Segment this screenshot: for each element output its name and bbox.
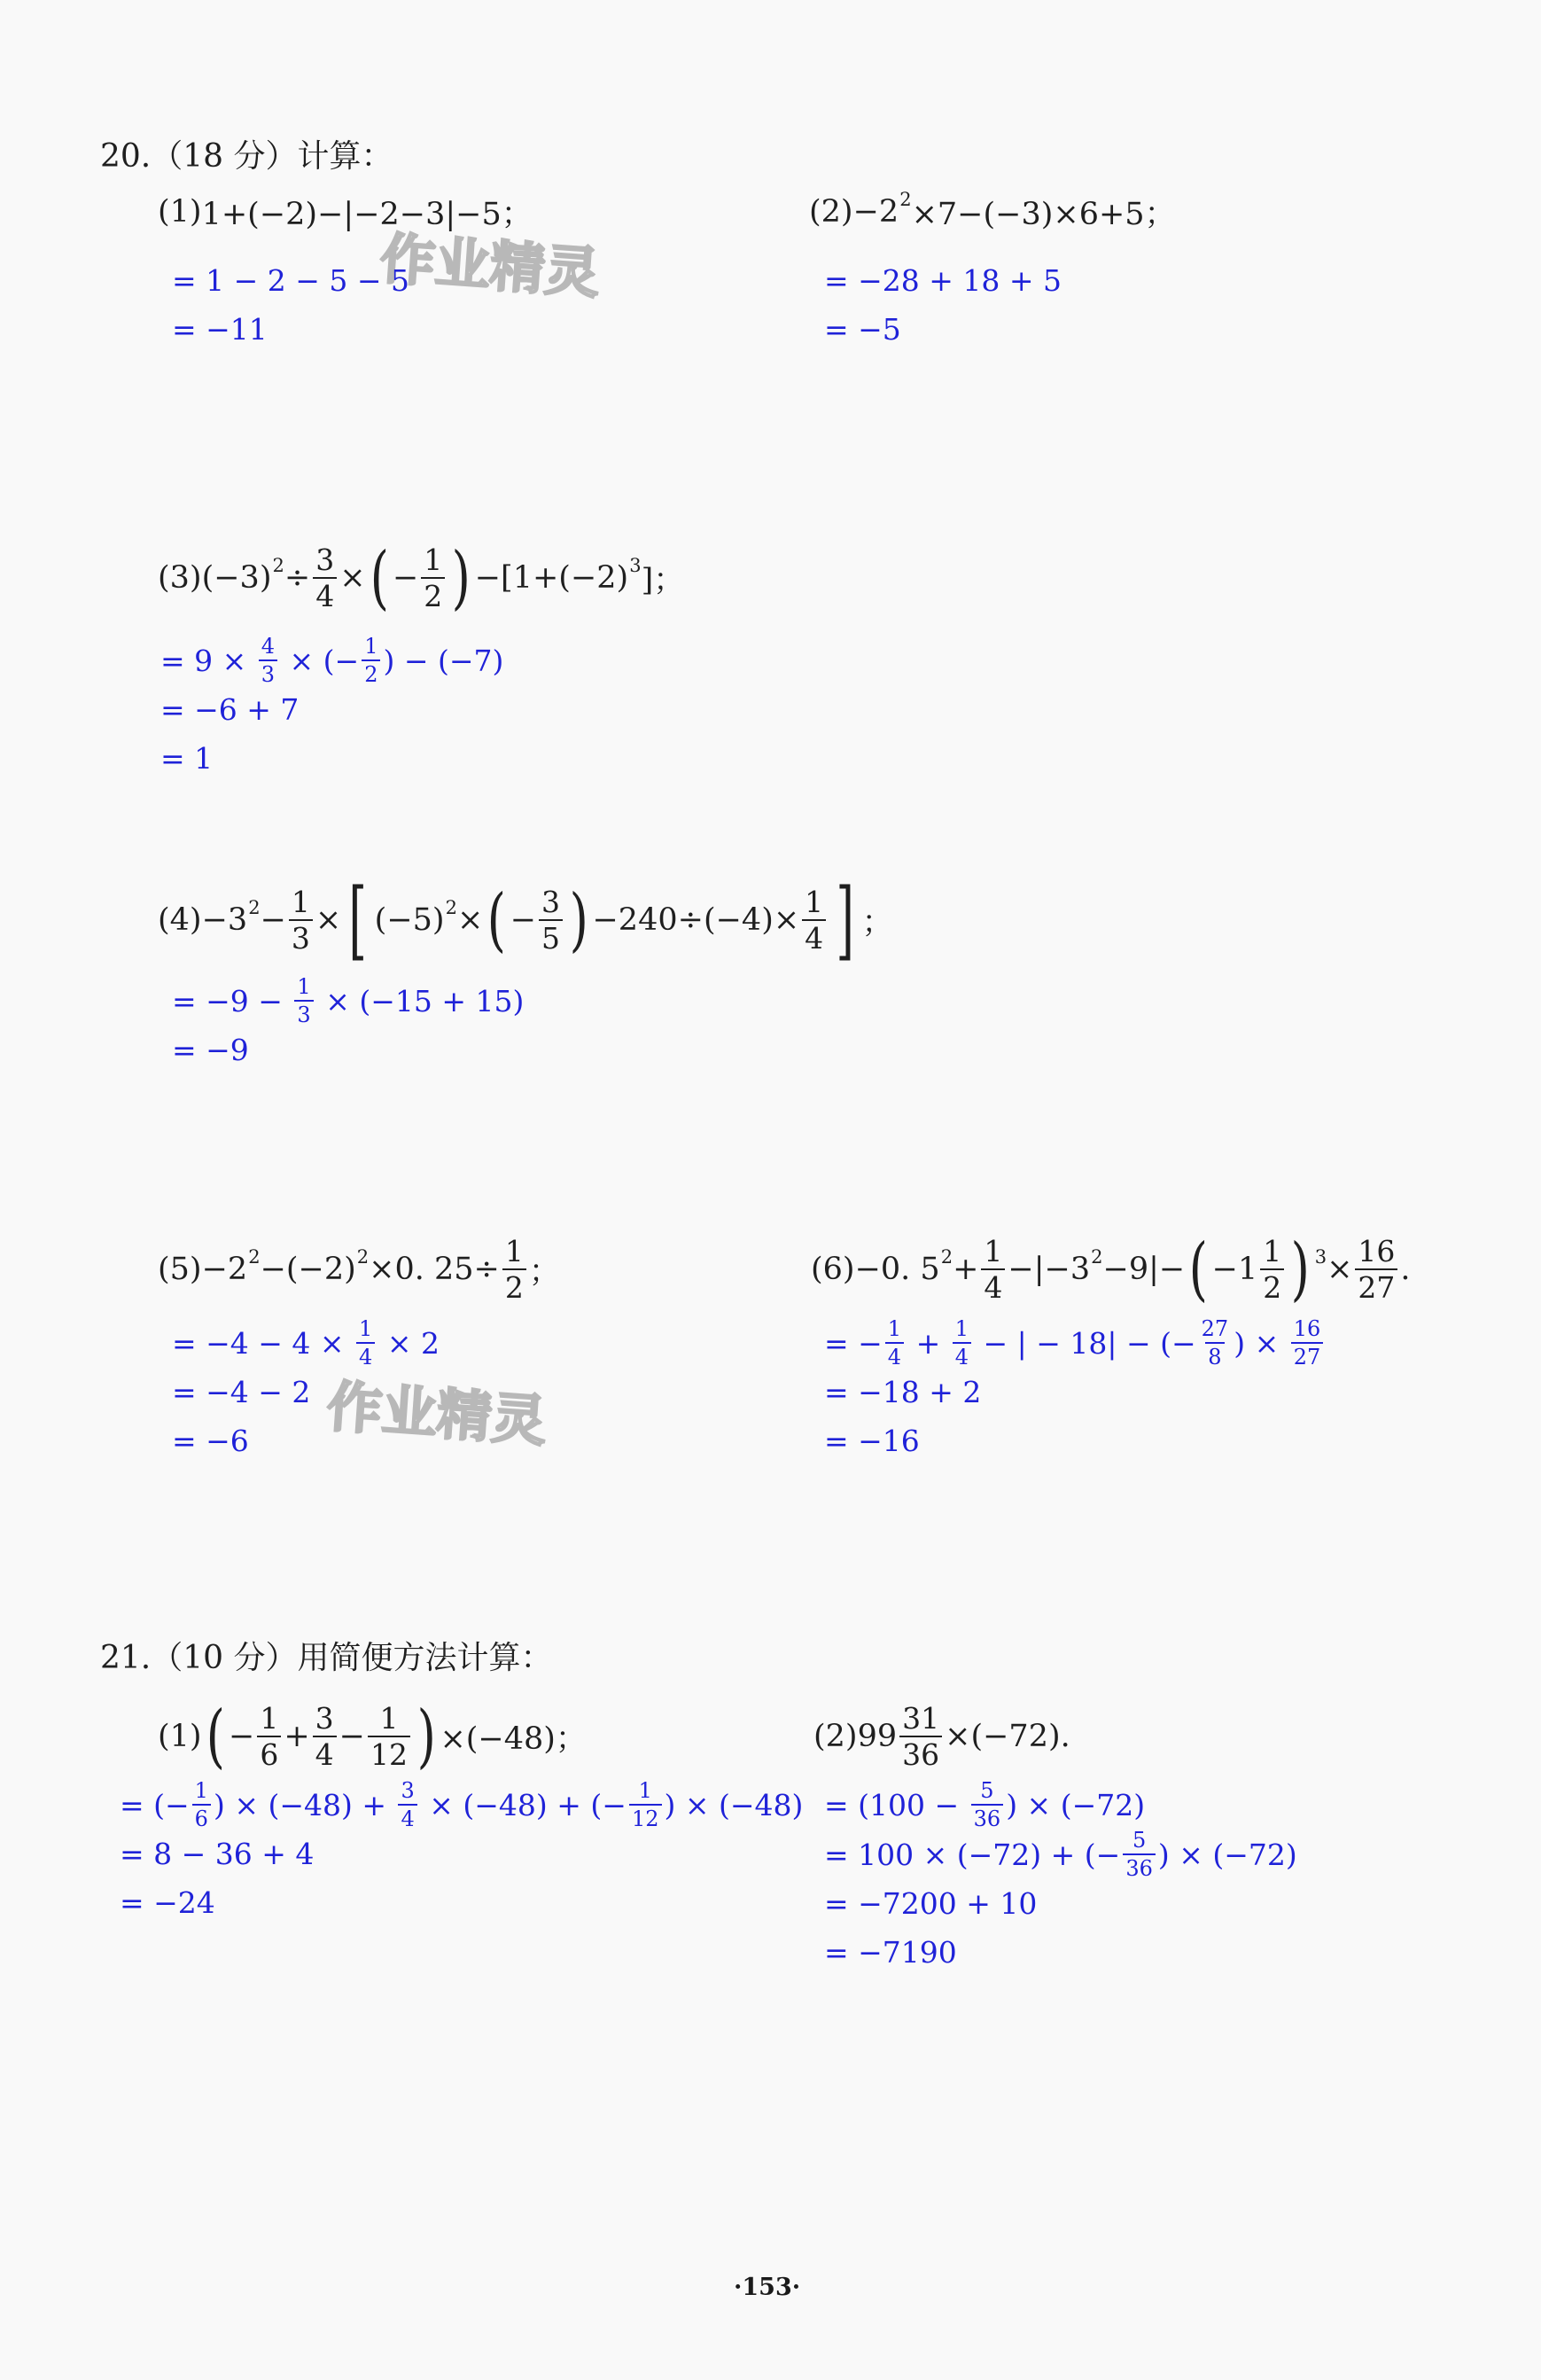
left-bracket: [ (348, 870, 368, 970)
fraction: $\frac{1}{4}$ (981, 1237, 1005, 1302)
q20-part5-problem (158, 1234, 560, 1305)
fraction: $\frac{3}{4}$ (313, 1704, 337, 1769)
expression: . (1400, 1252, 1411, 1287)
fraction: $\frac{1}{4}$ (885, 1318, 904, 1368)
part-number: (6) (811, 1252, 855, 1287)
watermark-stamp-1 (377, 226, 651, 306)
fraction: $\frac{1}{2}$ (362, 636, 380, 685)
q21-part2-problem (813, 1701, 1070, 1772)
exponent: 2 (445, 897, 457, 919)
operator: + (284, 1719, 310, 1754)
answer-step: = 8 − 36 + 4 (120, 1837, 315, 1871)
answer-step: = −9 − $\frac{1}{3}$ × (−15 + 15) (172, 974, 525, 1027)
expression: ]； (641, 563, 685, 598)
part-number: (3) (158, 560, 202, 596)
answer-step: = − $\frac{1}{4}$ + $\frac{1}{4}$ − | − 18| − (− $\frac{27}{8}$ ) × $\frac{16}{27}$ (824, 1318, 1326, 1368)
fraction: $\frac{1}{2}$ (421, 545, 445, 611)
right-bracket: ] (836, 870, 855, 970)
fraction: $\frac{3}{4}$ (313, 545, 337, 611)
q20-part2-problem (809, 190, 1176, 234)
answer-step: = 1 − 2 − 5 − 5 (172, 263, 410, 298)
operator: + (953, 1252, 979, 1287)
answer-step: = 1 (160, 741, 214, 776)
expression: ； (861, 905, 893, 941)
term: (−5) (374, 902, 445, 939)
fraction: $\frac{1}{3}$ (289, 887, 313, 953)
fraction: $\frac{3}{4}$ (398, 1780, 416, 1830)
exponent: 3 (1314, 1246, 1327, 1268)
expression: ×7−(−3)×6+5； (911, 197, 1176, 232)
answer-step: = −5 (824, 312, 901, 347)
fraction: $\frac{1}{2}$ (502, 1237, 526, 1302)
expression: ×0. 25÷ (369, 1252, 500, 1287)
part-number: (5) (158, 1252, 202, 1287)
operator: − (339, 1719, 365, 1754)
term: (−3) (201, 560, 272, 596)
exponent: 3 (629, 555, 642, 576)
operator: − (229, 1719, 255, 1754)
answer-step: = −18 + 2 (824, 1375, 982, 1409)
fraction: $\frac{16}{27}$ (1291, 1318, 1324, 1368)
answer-step: = −7200 + 10 (824, 1886, 1038, 1921)
fraction: $\frac{27}{8}$ (1201, 1316, 1229, 1369)
q20-part5-answer (172, 1318, 440, 1465)
answer-step: = −11 (172, 312, 268, 347)
term: −|−3 (1008, 1252, 1091, 1287)
q20-part4-answer (172, 976, 524, 1074)
answer-step: = 9 × $\frac{4}{3}$ × (− $\frac{1}{2}$ ) − (−7) (160, 634, 504, 687)
operator: − (392, 560, 419, 596)
fraction: $\frac{3}{5}$ (539, 887, 563, 953)
answer-step: = (− $\frac{1}{6}$ ) × (−48) + $\frac{3}{4}$ × (−48) + (− $\frac{1}{12}$ ) × (−48) (120, 1778, 804, 1831)
expression: 1+(−2)−|−2−3|−5； (201, 197, 533, 232)
answer-step: = −6 (172, 1424, 249, 1458)
fraction: $\frac{5}{36}$ (971, 1780, 1004, 1830)
answer-step: = 100 × (−72) + (− $\frac{5}{36}$ ) × (−72) (824, 1828, 1297, 1881)
answer-step: = −16 (824, 1424, 920, 1458)
right-paren: ) (569, 880, 588, 961)
operator: × (456, 902, 484, 939)
q21-part1-problem (158, 1696, 587, 1776)
answer-step: = −7190 (824, 1935, 957, 1970)
part-number: (2) (813, 1719, 858, 1754)
fraction: $\frac{5}{36}$ (1123, 1830, 1156, 1879)
operator: − (510, 902, 537, 939)
right-paren: ) (1290, 1229, 1311, 1309)
q20-part6-problem (811, 1229, 1411, 1309)
left-paren: ( (370, 537, 389, 618)
term: −0. 5 (854, 1252, 940, 1287)
expression: [1+(−2) (501, 560, 629, 596)
left-paren: ( (206, 1696, 225, 1776)
term: −3 (201, 902, 248, 939)
exponent: 2 (272, 555, 284, 576)
operator: × (315, 902, 342, 939)
operator: − (260, 902, 286, 939)
whole-number: 99 (857, 1719, 898, 1754)
fraction: $\frac{1}{4}$ (356, 1318, 375, 1368)
q20-part2-answer (824, 256, 1062, 354)
answer-step: = (100 − $\frac{5}{36}$ ) × (−72) (824, 1778, 1146, 1831)
q20-part3-answer (160, 636, 503, 783)
term: −2 (201, 1252, 248, 1287)
part-number: (1) (158, 1719, 202, 1754)
answer-step: = −4 − 2 (172, 1375, 311, 1409)
right-paren: ) (416, 1696, 436, 1776)
fraction: $\frac{1}{6}$ (257, 1704, 281, 1769)
exponent: 2 (248, 897, 261, 919)
fraction: 1 2 (1260, 1237, 1284, 1302)
expression: −240÷(−4)× (592, 902, 800, 939)
part-number: (4) (158, 902, 202, 939)
expression: ； (528, 1254, 560, 1290)
expression: ×(−72). (945, 1719, 1070, 1754)
fraction: $\frac{1}{4}$ (802, 887, 826, 953)
part-number: (2) (809, 194, 853, 230)
operator: − (474, 560, 502, 596)
exponent: 2 (899, 189, 912, 210)
answer-step: = −24 (120, 1885, 215, 1920)
fraction: $\frac{31}{36}$ (899, 1704, 942, 1769)
q20-part4-problem (158, 870, 893, 970)
exponent: 2 (248, 1246, 261, 1268)
operator: × (339, 560, 366, 596)
question-21-title: 21.（10 分）用简便方法计算： (100, 1640, 553, 1676)
exponent: 2 (356, 1246, 370, 1268)
answer-step: = −9 (172, 1033, 249, 1067)
watermark-text: 作业精灵 (324, 1374, 549, 1454)
right-paren: ) (451, 537, 471, 618)
fraction: $\frac{4}{3}$ (259, 636, 277, 685)
fraction: $\frac{1}{12}$ (629, 1780, 662, 1830)
fraction: $\frac{1}{4}$ (953, 1318, 971, 1368)
fraction: $\frac{1}{12}$ (368, 1704, 410, 1769)
answer-step: = −6 + 7 (160, 692, 300, 727)
fraction: $\frac{1}{6}$ (192, 1780, 211, 1830)
fraction: $\frac{16}{27}$ (1355, 1237, 1397, 1302)
operator: × (1327, 1252, 1353, 1287)
left-paren: ( (486, 880, 507, 961)
answer-step: = −4 − 4 × $\frac{1}{4}$ × 2 (172, 1316, 440, 1369)
fraction: $\frac{1}{3}$ (294, 976, 313, 1026)
expression: −9|− (1102, 1252, 1186, 1287)
term: −2 (852, 194, 899, 230)
term: −1 (1211, 1252, 1258, 1287)
answer-step: = −28 + 18 + 5 (824, 263, 1062, 298)
q20-part1-answer (172, 256, 409, 354)
watermark-text: 作业精灵 (377, 226, 603, 306)
term: −(−2) (260, 1252, 356, 1287)
question-20-title: 20.（18 分）计算： (100, 138, 393, 175)
left-paren: ( (1188, 1229, 1209, 1309)
q21-part1-answer (120, 1780, 803, 1927)
exponent: 2 (940, 1246, 953, 1268)
q21-part2-answer (824, 1780, 1297, 1977)
exponent: 2 (1091, 1246, 1103, 1268)
expression: ×(−48)； (440, 1721, 587, 1757)
page-number: ·153· (734, 2274, 801, 2301)
q20-part1-problem (158, 190, 533, 234)
part-number: (1) (158, 194, 202, 230)
q20-part6-answer (824, 1318, 1326, 1465)
q20-part3-problem (158, 537, 685, 618)
operator: ÷ (284, 560, 311, 596)
